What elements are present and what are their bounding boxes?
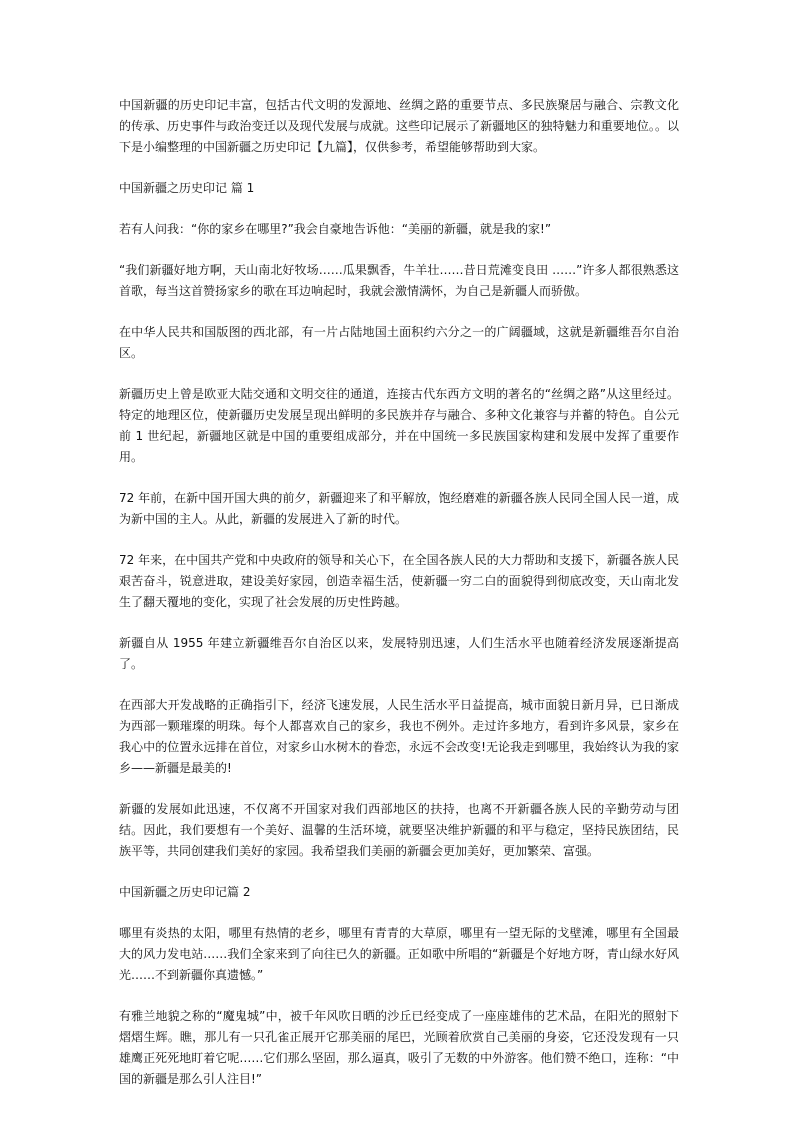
section-heading-1: 中国新疆之历史印记 篇 1 (119, 181, 255, 195)
paragraph: 72 年前，在新中国开国大典的前夕，新疆迎来了和平解放，饱经磨难的新疆各族人民同全国人民一道，成为新中国的主人。从此，新疆的发展进入了新的时代。 (119, 491, 679, 526)
paragraph: 新疆自从 1955 年建立新疆维吾尔自治区以来，发展特别迅速，人们生活水平也随着经济发展逐渐提高了。 (119, 636, 679, 671)
paragraph: “我们新疆好地方啊，天山南北好牧场……瓜果飘香，牛羊壮……昔日荒滩变良田 ……”许多人都很熟悉这首歌，每当这首赞扬家乡的歌在耳边响起时，我就会激情满怀，为自己是新疆人而骄傲。 (119, 263, 679, 298)
paragraph: 新疆的发展如此迅速，不仅离不开国家对我们西部地区的扶持，也离不开新疆各族人民的辛勤劳动与团结。因此，我们要想有一个美好、温馨的生活环境，就要坚决维护新疆的和平与稳定，坚持民族团结，民族平等，共同创建我们美好的家园。我希望我们美丽的新疆会更加美好，更加繁荣、富强。 (119, 802, 679, 858)
paragraph: 72 年来，在中国共产党和中央政府的领导和关心下，在全国各族人民的大力帮助和支援下，新疆各族人民艰苦奋斗，锐意进取，建设美好家园，创造幸福生活，使新疆一穷二白的面貌得到彻底改变，天山南北发生了翻天覆地的变化，实现了社会发展的历史性跨越。 (119, 553, 679, 609)
document-body (119, 95, 679, 1110)
paragraph: 新疆历史上曾是欧亚大陆交通和文明交往的通道，连接古代东西方文明的著名的“丝绸之路”从这里经过。特定的地理区位，使新疆历史发展呈现出鲜明的多民族并存与融合、多种文化兼容与并蓄的特色。自公元前 1 世纪起，新疆地区就是中国的重要组成部分，并在中国统一多民族国家构建和发展中发挥了重要作用。 (119, 387, 679, 464)
intro-paragraph: 中国新疆的历史印记丰富，包括古代文明的发源地、丝绸之路的重要节点、多民族聚居与融合、宗教文化的传承、历史事件与政治变迁以及现代发展与成就。这些印记展示了新疆地区的独特魅力和重要地位。。以下是小编整理的中国新疆之历史印记【九篇】，仅供参考，希望能够帮助到大家。 (119, 98, 679, 154)
paragraph: 若有人问我：“你的家乡在哪里?”我会自豪地告诉他：“美丽的新疆，就是我的家!” (119, 222, 552, 236)
paragraph: 在西部大开发战略的正确指引下，经济飞速发展，人民生活水平日益提高，城市面貌日新月异，已日渐成为西部一颗璀璨的明珠。每个人都喜欢自己的家乡，我也不例外。走过许多地方，看到许多风景，家乡在我心中的位置永远排在首位，对家乡山水树木的眷恋，永远不会改变!无论我走到哪里，我始终认为我的家乡——新疆是最美的! (119, 698, 679, 775)
paragraph: 哪里有炎热的太阳，哪里有热情的老乡，哪里有青青的大草原，哪里有一望无际的戈壁滩，哪里有全国最大的风力发电站……我们全家来到了向往已久的新疆。正如歌中所唱的“新疆是个好地方呀，青山绿水好风光……不到新疆你真遗憾。” (119, 926, 679, 982)
paragraph: 有雅兰地貌之称的“魔鬼城”中，被千年风吹日晒的沙丘已经变成了一座座雄伟的艺术品，在阳光的照射下熠熠生辉。瞧，那儿有一只孔雀正展开它那美丽的尾巴，光顾着欣赏自己美丽的身姿，它还没发现有一只雄鹰正死死地盯着它呢……它们那么坚固，那么逼真，吸引了无数的中外游客。他们赞不绝口，连称：“中国的新疆是那么引人注目!” (119, 1009, 679, 1086)
section-heading-2: 中国新疆之历史印记篇 2 (119, 885, 251, 899)
paragraph: 在中华人民共和国版图的西北部，有一片占陆地国土面积约六分之一的广阔疆域，这就是新疆维吾尔自治区。 (119, 325, 679, 360)
